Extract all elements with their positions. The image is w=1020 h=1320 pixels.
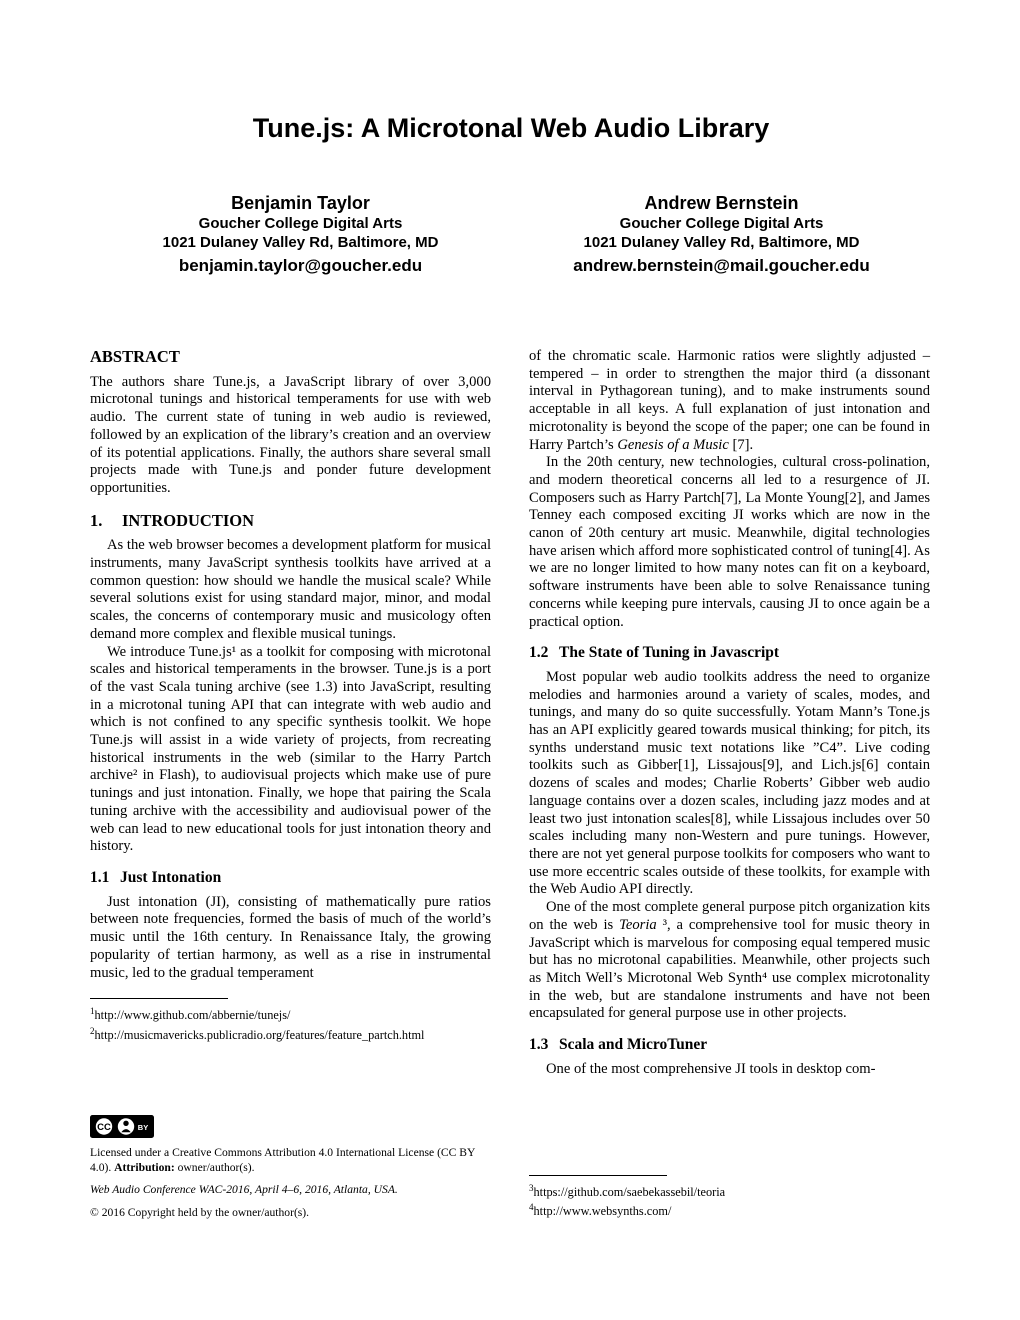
footnote: [529, 1200, 930, 1220]
license-text-part: Licensed under a Creative Commons Attribution 4.0 International License (CC BY 4.0).: [90, 1146, 475, 1174]
footnote-rule: [90, 998, 228, 999]
conference-info: Web Audio Conference WAC-2016, April 4–6, 2016, Atlanta, USA.: [90, 1183, 398, 1197]
paragraph: As the web browser becomes a development platform for musical instruments, many JavaScript synthesis toolkits have arrived at a common question: how should we handle the musical scale? While several solutions exist for using standard major, minor, and modal scales, the concerns of contemporary music and musicology often demand more complex and flexible musical tunings.: [90, 537, 491, 642]
paragraph-text: of the chromatic scale. Harmonic ratios were slightly adjusted – tempered – in order to strengthen the major third (a dissonant interval in Pythagorean tuning), and to make instruments sound acceptable in all keys. A full explanation of just intonation and microtonality is beyond the scope of the paper; one can be found in Harry Partch’s: [529, 348, 930, 453]
author-section: [90, 192, 932, 276]
paragraph: One of the most comprehensive JI tools in desktop com-: [546, 1060, 876, 1077]
abstract-heading: ABSTRACT: [90, 347, 180, 366]
footnote: [90, 1024, 491, 1044]
footnote-url: https://github.com/saebekassebil/teoria: [533, 1184, 726, 1199]
paragraph-text: One of the most complete general purpose pitch organization kits on the web is: [529, 899, 930, 933]
paper-title: Tune.js: A Microtonal Web Audio Library: [252, 113, 770, 143]
subsection-number: 1.1: [90, 868, 110, 886]
paragraph-text: [7].: [728, 436, 754, 453]
two-column-body: [90, 348, 932, 1220]
abstract-paragraph: The authors share Tune.js, a JavaScript library of over 3,000 microtonal tunings and historical temperaments for use with web audio. The current state of tuning in web audio is reviewed, followed by an explication of the library’s creation and an overview of its potential applications. Finally, the authors share several small projects made with Tune.js and ponder future development opportunities.: [90, 373, 491, 496]
subsection-title: The State of Tuning in Javascript: [559, 644, 780, 662]
author-affiliation: Goucher College Digital Arts: [198, 215, 403, 232]
just-intonation-heading: [90, 869, 491, 887]
footnote-url: http://www.websynths.com/: [533, 1204, 672, 1219]
author-name: Andrew Bernstein: [644, 193, 799, 213]
subsection-title: Scala and MicroTuner: [559, 1036, 708, 1054]
subsection-number: 1.3: [529, 1036, 549, 1054]
license-block: [90, 1075, 491, 1220]
paragraph: [529, 348, 930, 454]
paragraph: [529, 899, 930, 1023]
introduction-heading: [90, 512, 491, 530]
author-name: Benjamin Taylor: [231, 193, 370, 213]
footnote-rule: [529, 1175, 667, 1176]
scala-microtuner-heading: [529, 1036, 930, 1054]
author-block-1: [111, 192, 491, 276]
svg-text:BY: BY: [137, 1123, 149, 1133]
author-address: 1021 Dulaney Valley Rd, Baltimore, MD: [162, 234, 439, 251]
footnote: [529, 1181, 930, 1201]
license-text: [90, 1146, 491, 1175]
cc-by-license-badge: [90, 1115, 154, 1138]
footnote-number: 2: [90, 1025, 95, 1036]
paragraph: Just intonation (JI), consisting of mathematically pure ratios between note frequencies, formed the basis of much of the world’s music until the 16th century. In Renaissance Italy, the growing popularity of tertian harmony, as well as a rise in instrumental music, led to the gradual temperament: [90, 893, 491, 981]
footnote-url: http://musicmavericks.publicradio.org/features/feature_partch.html: [94, 1027, 425, 1042]
license-text-part: owner/author(s).: [174, 1160, 255, 1174]
paragraph: Most popular web audio toolkits address the need to organize melodies and harmonies around a variety of scales, modes, and tunings, and many do so quite successfully. Yotam Mann’s Tone.js has an API explicitly geared towards musical thinking; for pitch, its synths understand music text notations like ”C4”. Live coding toolkits such as Gibber[1], Lissajous[9], and Lich.js[6] contain dozens of scales and modes; Charlie Roberts’ Gibber web audio language contains over a dozen scales, including jazz modes and at least two just intonation scales[8], while Lissajous includes over 50 scales including many non-Western and pure tunings. However, there are not yet general purpose toolkits for composers who want to use more eccentric scales outside of these toolkits, for example with the Web Audio API directly.: [529, 668, 930, 898]
license-attribution-label: Attribution:: [114, 1160, 175, 1174]
section-title: INTRODUCTION: [122, 510, 255, 530]
column-left: [90, 348, 491, 1220]
author-email: benjamin.taylor@goucher.edu: [178, 256, 423, 275]
copyright-notice: © 2016 Copyright held by the owner/author(s).: [90, 1205, 310, 1219]
footnotes-left: [90, 1004, 491, 1043]
subsection-title: Just Intonation: [120, 868, 222, 886]
tool-name-italic: Teoria: [619, 916, 657, 933]
footnote: [90, 1004, 491, 1024]
paragraph: We introduce Tune.js¹ as a toolkit for composing with microtonal scales and historical temperaments in the browser. Tune.js is a port of the vast Scala tuning archive (see 1.3) into JavaScript, resulting in a microtonal tuning API that can integrate with web audio and which is not confined to any specific synthesis toolkit. We hope Tune.js will assist in a wide variety of projects, from recreating historical instruments in the web (similar to the Harry Partch archive² in Flash), to audiovisual projects which make use of pure tunings and just intonation. Finally, we hope that pairing the Scala tuning archive with the accessibility and audiovisual power of the web can lead to new educational tools for just intonation theory and history.: [90, 643, 491, 855]
footnote-number: 3: [529, 1182, 534, 1193]
tuning-in-javascript-heading: [529, 644, 930, 662]
subsection-number: 1.2: [529, 644, 549, 662]
author-block-2: [532, 192, 912, 276]
footnotes-right: [529, 1181, 930, 1220]
book-title-italic: Genesis of a Music: [617, 436, 729, 453]
footnote-number: 4: [529, 1202, 534, 1213]
footnote-url: http://www.github.com/abbernie/tunejs/: [94, 1008, 291, 1023]
paragraph-text: ³, a comprehensive tool for music theory in JavaScript which is marvelous for composing equal tempered music but has no microtonal capabilities. Meanwhile, other projects such as Mitch Well’s Microtonal Web Synth⁴ use complex microtonality in the web, but are standalone instruments and have not been encapsulated for general purpose use in other projects.: [529, 916, 930, 1022]
footnotes-right-container: [529, 1165, 930, 1220]
author-affiliation: Goucher College Digital Arts: [619, 215, 824, 232]
author-address: 1021 Dulaney Valley Rd, Baltimore, MD: [583, 234, 860, 251]
section-number: 1.: [90, 510, 103, 530]
footnote-number: 1: [90, 1006, 95, 1017]
paragraph: In the 20th century, new technologies, cultural cross-polination, and modern theoretical concerns all led to a resurgence of JI. Composers such as Harry Partch[7], La Monte Young[2], and James Tenney each composed exciting JI works which are now in the canon of 20th century art music. Meanwhile, digital technologies have arisen which afford more sophisticated control of tuning[4]. As we are no longer limited to how many notes can fit on a keyboard, software instruments have been able to solve Renaissance tuning concerns while keeping pure intervals, causing JI to once again be a practical option.: [529, 454, 930, 630]
author-email: andrew.bernstein@mail.goucher.edu: [573, 256, 870, 275]
svg-text:CC: CC: [97, 1122, 111, 1134]
column-right: [529, 348, 930, 1220]
